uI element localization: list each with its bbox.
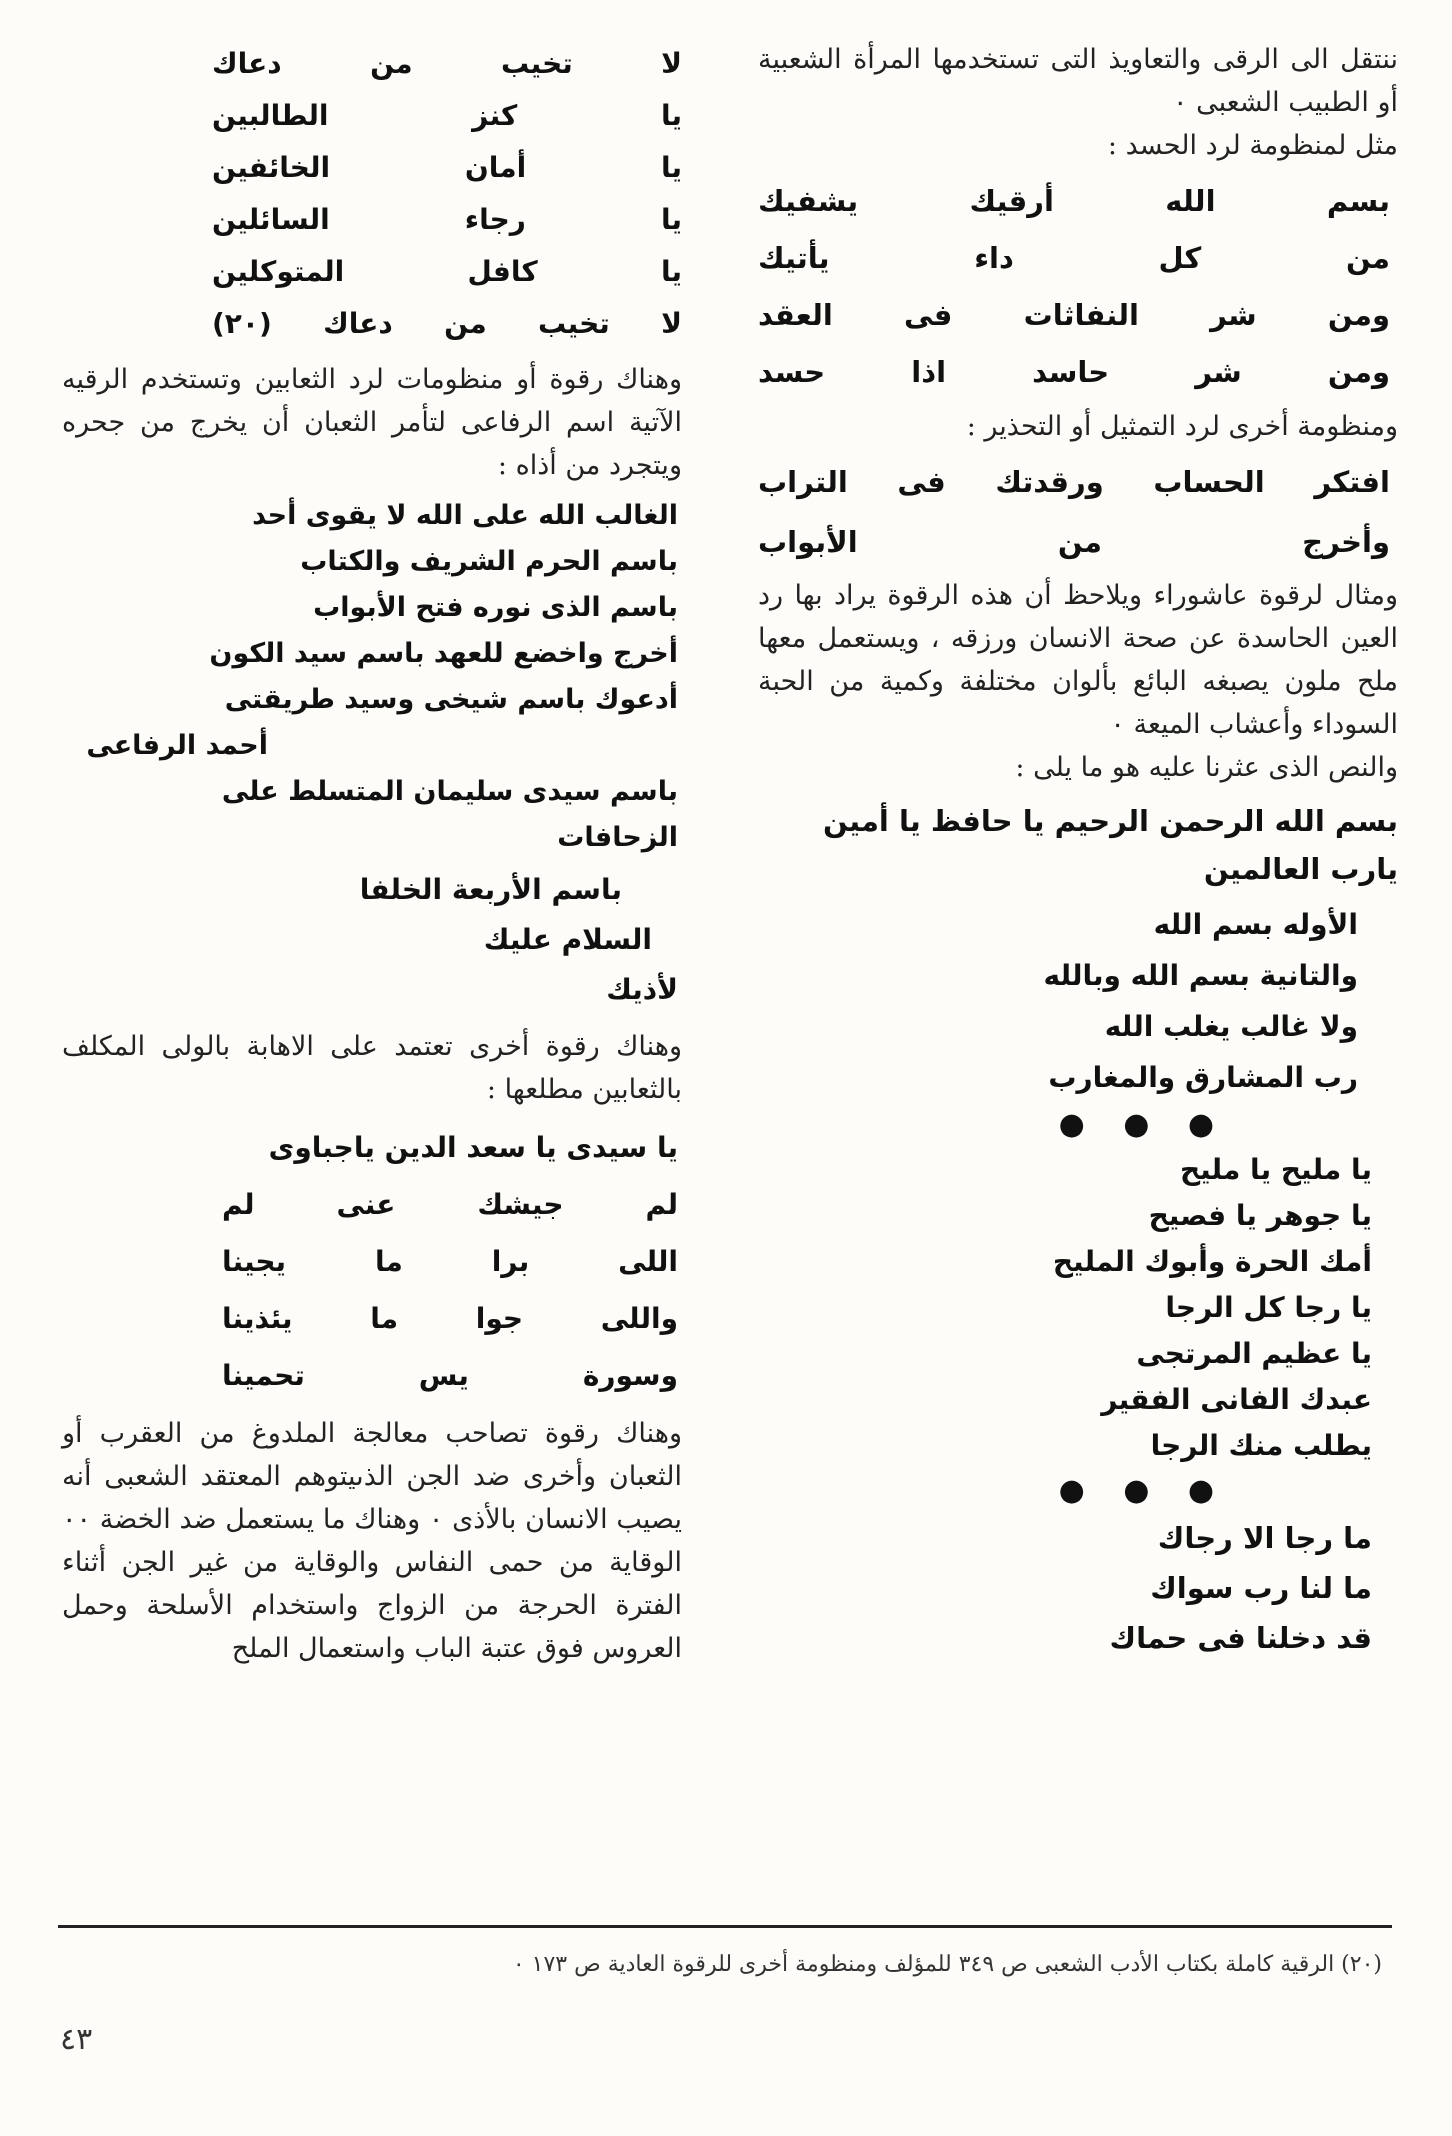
verse-line: السلام عليك: [483, 923, 652, 956]
verse-line: يا كافل المتوكلين: [212, 255, 682, 288]
verse-line: لا تخيب من دعاك: [212, 47, 682, 80]
verse-line: والتانية بسم الله وبالله: [1043, 959, 1358, 992]
wali-paragraph: وهناك رقوة أخرى تعتمد على الاهابة بالولى المكلف بالثعابين مطلعها :: [62, 1031, 682, 1105]
jibawi-verse: [62, 1119, 682, 1404]
verse-line: يا رجا كل الرجا: [1165, 1291, 1372, 1324]
rifai-verse: [62, 493, 682, 861]
section-divider-dots: ● ● ●: [1058, 1473, 1228, 1508]
verse-line: بسم الله الرحمن الرحيم يا حافظ يا أمين يارب العالمين: [823, 804, 1398, 886]
thaaban-paragraph: وهناك رقوة أو منظومات لرد الثعابين وتستخدم الرقيه الآتية اسم الرفاعى لتأمر الثعبان أن يخرج من جحره ويتجرد من أذاه :: [62, 364, 682, 481]
verse-line: يطلب منك الرجا: [1150, 1429, 1372, 1462]
final-paragraph: وهناك رقوة تصاحب معالجة الملدوغ من العقرب أو الثعبان وأخرى ضد الجن الذىيتوهم المعتقد الشعبى أنه يصيب الانسان بالأذى ٠ وهناك ما يستعمل ضد الخضة ٠٠ الوقاية من حمى النفاس والوقاية من غير الجن أثناء الفترة الحرجة من الزواج واستخدام الأسلحة وحمل العروس فوق عتبة الباب واستعمال الملح: [62, 1418, 682, 1664]
verse-line: الأوله بسم الله: [1153, 908, 1358, 941]
maleeh-verse: [758, 1147, 1398, 1469]
verse-line: ما رجا الا رجاك: [1157, 1521, 1372, 1555]
verse-line: أخرج واخضع للعهد باسم سيد الكون: [209, 638, 678, 669]
verse-line: يا رجاء السائلين: [212, 203, 682, 236]
verse-line: عبدك الفانى الفقير: [1101, 1383, 1372, 1416]
verse-line: أدعوك باسم شيخى وسيد طريقتى: [224, 684, 678, 715]
right-column: [758, 38, 1398, 1663]
verse-line: اللى برا ما يجينا: [222, 1245, 678, 1278]
page-number: ٤٣: [60, 2022, 93, 2057]
basmala-verse: [758, 797, 1398, 893]
footnote: (٢٠) الرقية كاملة بكتاب الأدب الشعبى ص ٣٤٩ للمؤلف ومنظومة أخرى للرقوة العادية ص ١٧٣ ٠: [512, 1952, 1382, 1977]
verse-line: باسم سيدى سليمان المتسلط على: [221, 776, 678, 807]
verse-line: لا تخيب من دعاك (٢٠): [212, 307, 682, 340]
verse-line: ما لنا رب سواك: [1150, 1571, 1372, 1605]
verse-line: لم جيشك عنى لم: [222, 1188, 678, 1221]
verse-line: باسم الذى نوره فتح الأبواب: [313, 592, 678, 623]
ashura-paragraph: ومثال لرقوة عاشوراء ويلاحظ أن هذه الرقوة يراد بها رد العين الحاسدة عن صحة الانسان ورزقه ، ويستعمل معها ملح ملون يصبغه البائع بألوان مختلفة وكمية من الحبة السوداء وأعشاب الميعة ٠: [758, 580, 1398, 740]
verse-line: باسم الأربعة الخلفا: [359, 873, 622, 906]
verse-line: يا مليح يا مليح: [1179, 1153, 1372, 1186]
text-label: والنص الذى عثرنا عليه هو ما يلى :: [1015, 752, 1398, 783]
verse-line: ومن شر النفاثات فى العقد: [758, 298, 1390, 332]
verse-line: يا عظيم المرتجى: [1136, 1337, 1372, 1370]
section-divider-dots: ● ● ●: [1058, 1107, 1228, 1142]
verse-line: باسم الحرم الشريف والكتاب: [300, 546, 678, 577]
verse-line: يا أمان الخائفين: [212, 151, 682, 184]
raja-verse: [758, 1513, 1398, 1663]
intro-paragraph: ننتقل الى الرقى والتعاويذ التى تستخدمها المرأة الشعبية أو الطبيب الشعبى ٠: [758, 44, 1398, 118]
khulafa-verse: [62, 865, 682, 1015]
hasad-verse: [758, 173, 1398, 401]
verse-line: رب المشارق والمغارب: [1048, 1061, 1358, 1094]
verse-line: وسورة يس تحمينا: [222, 1359, 678, 1392]
verse-line: افتكر الحساب ورقدتك فى التراب: [758, 465, 1390, 499]
verse-line: يا جوهر يا فصيح: [1148, 1199, 1372, 1232]
verse-line: أحمد الرفاعى: [86, 730, 268, 761]
du-aa-verse: [62, 38, 682, 350]
turab-verse: [758, 452, 1398, 572]
verse-line: الزحافات: [557, 822, 678, 853]
verse-line: يا كنز الطالبين: [212, 99, 682, 132]
verse-line: قد دخلنا فى حماك: [1109, 1621, 1372, 1655]
verse-line: بسم الله أرقيك يشفيك: [758, 184, 1390, 218]
verse-line: ومن شر حاسد اذا حسد: [758, 355, 1390, 389]
verse-line: وأخرج من الأبواب: [758, 525, 1390, 559]
verse-line: لأذيك: [606, 973, 678, 1006]
left-column: [62, 38, 682, 1670]
other-label: ومنظومة أخرى لرد التمثيل أو التحذير :: [966, 411, 1398, 442]
verse-line: من كل داء يأتيك: [758, 241, 1390, 275]
verse-line: واللى جوا ما يئذينا: [222, 1302, 678, 1335]
verse-line: يا سيدى يا سعد الدين ياجباوى: [268, 1131, 678, 1164]
verse-line: الغالب الله على الله لا يقوى أحد: [252, 500, 678, 531]
awla-verse: [758, 899, 1398, 1103]
footnote-divider: [58, 1925, 1392, 1928]
example-label: مثل لمنظومة لرد الحسد :: [1107, 130, 1398, 161]
verse-line: أمك الحرة وأبوك المليح: [1052, 1245, 1372, 1278]
verse-line: ولا غالب يغلب الله: [1104, 1010, 1358, 1043]
